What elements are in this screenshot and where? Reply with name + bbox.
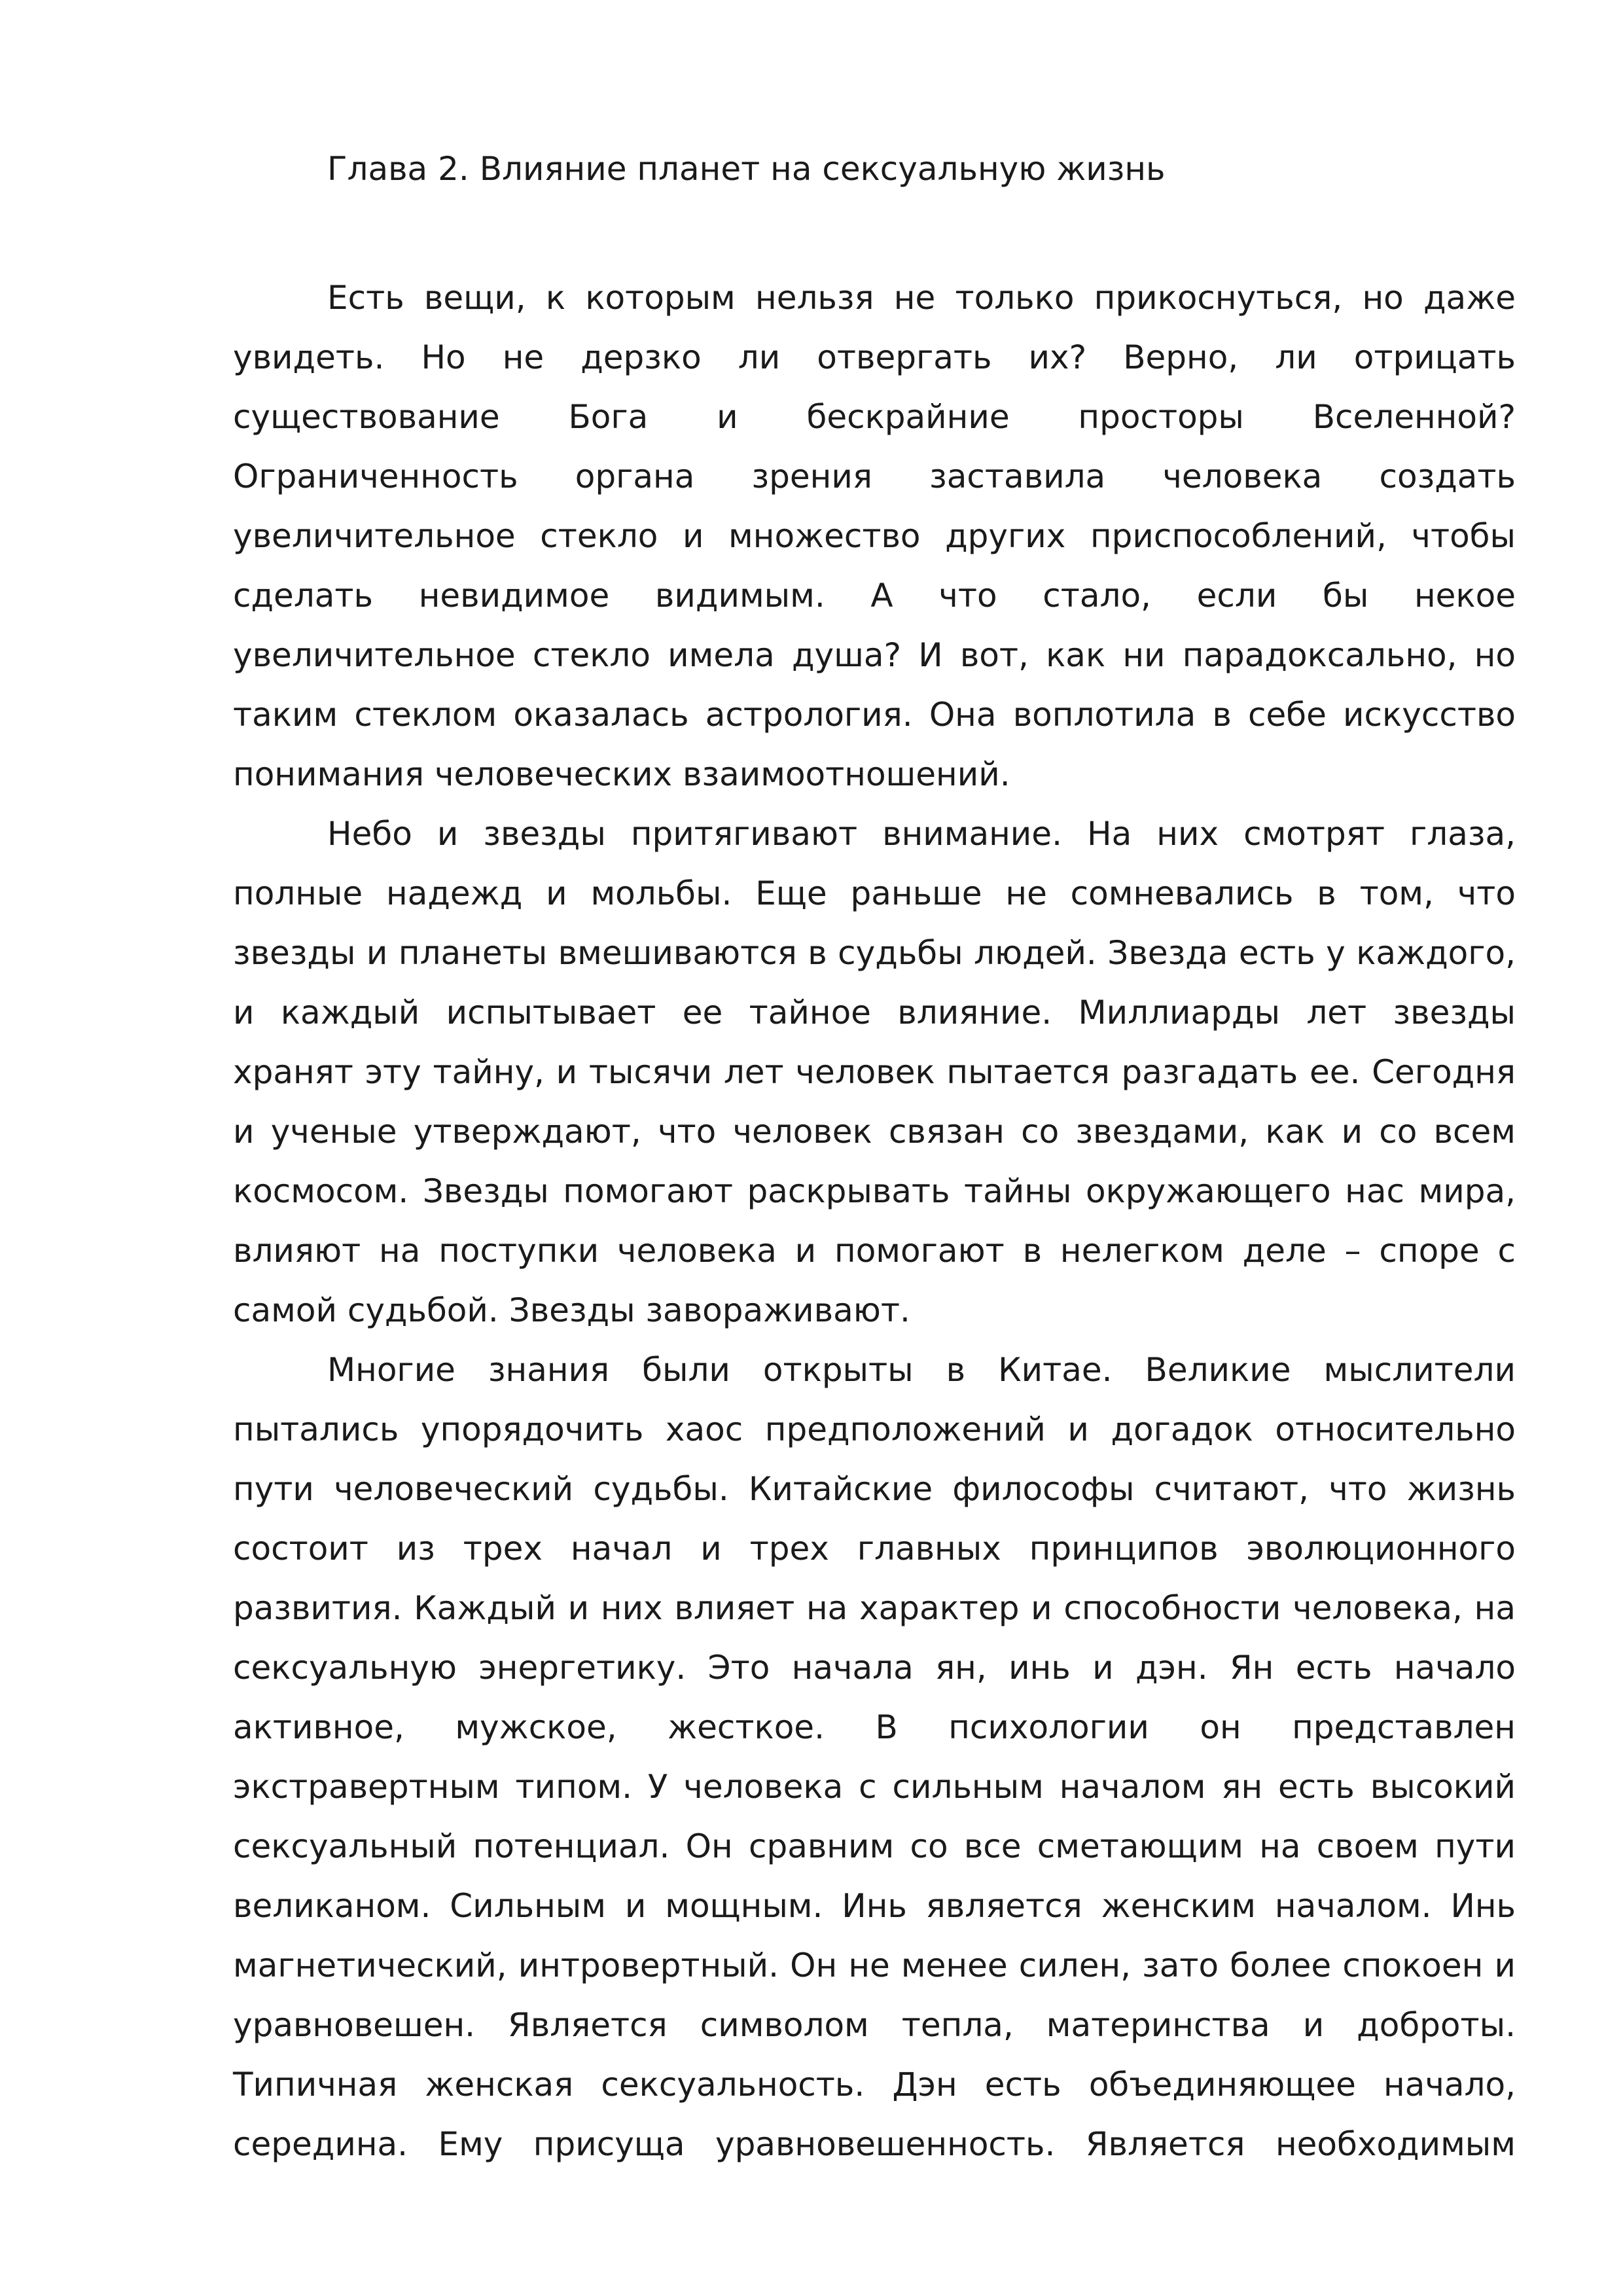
paragraph-2: Небо и звезды притягивают внимание. На них смотрят глаза, полные надежд и мольбы. Еще раньше не сомневались в том, что звезды и планеты вмешиваются в судьбы людей. Звезда есть у каждого, и каждый испытывает ее тайное влияние. Миллиарды лет звезды хранят эту тайну, и тысячи лет человек пытается разгадать ее. Сегодня и ученые утверждают, что человек связан со звездами, как и со всем космосом. Звезды помогают раскрывать тайны окружающего нас мира, влияют на поступки человека и помогают в нелегком деле – споре с самой судьбой. Звезды завораживают. <box>233 815 1516 1329</box>
paragraph-1: Есть вещи, к которым нельзя не только прикоснуться, но даже увидеть. Но не дерзко ли отвергать их? Верно, ли отрицать существование Бога и бескрайние просторы Вселенной? Ограниченность органа зрения заставила человека создать увеличительное стекло и множество других приспособлений, чтобы сделать невидимое видимым. А что стало, если бы некое увеличительное стекло имела душа? И вот, как ни парадоксально, но таким стеклом оказалась астрология. Она воплотила в себе искусство понимания человеческих взаимоотношений. <box>233 279 1516 793</box>
body-text <box>233 268 1516 2174</box>
chapter-title: Глава 2. Влияние планет на сексуальную жизнь <box>327 150 1166 188</box>
paragraph-3: Многие знания были открыты в Китае. Великие мыслители пытались упорядочить хаос предположений и догадок относительно пути человеческий судьбы. Китайские философы считают, что жизнь состоит из трех начал и трех главных принципов эволюционного развития. Каждый и них влияет на характер и способности человека, на сексуальную энергетику. Это начала ян, инь и дэн. Ян есть начало активное, мужское, жесткое. В психологии он представлен экстравертным типом. У человека с сильным началом ян есть высокий сексуальный потенциал. Он сравним со все сметающим на своем пути великаном. Сильным и мощным. Инь является женским началом. Инь магнетический, интровертный. Он не менее силен, зато более спокоен и уравновешен. Является символом тепла, материнства и доброты. Типичная женская сексуальность. Дэн есть объединяющее начало, середина. Ему присуща уравновешенность. Является необходимым <box>233 1351 1516 2163</box>
